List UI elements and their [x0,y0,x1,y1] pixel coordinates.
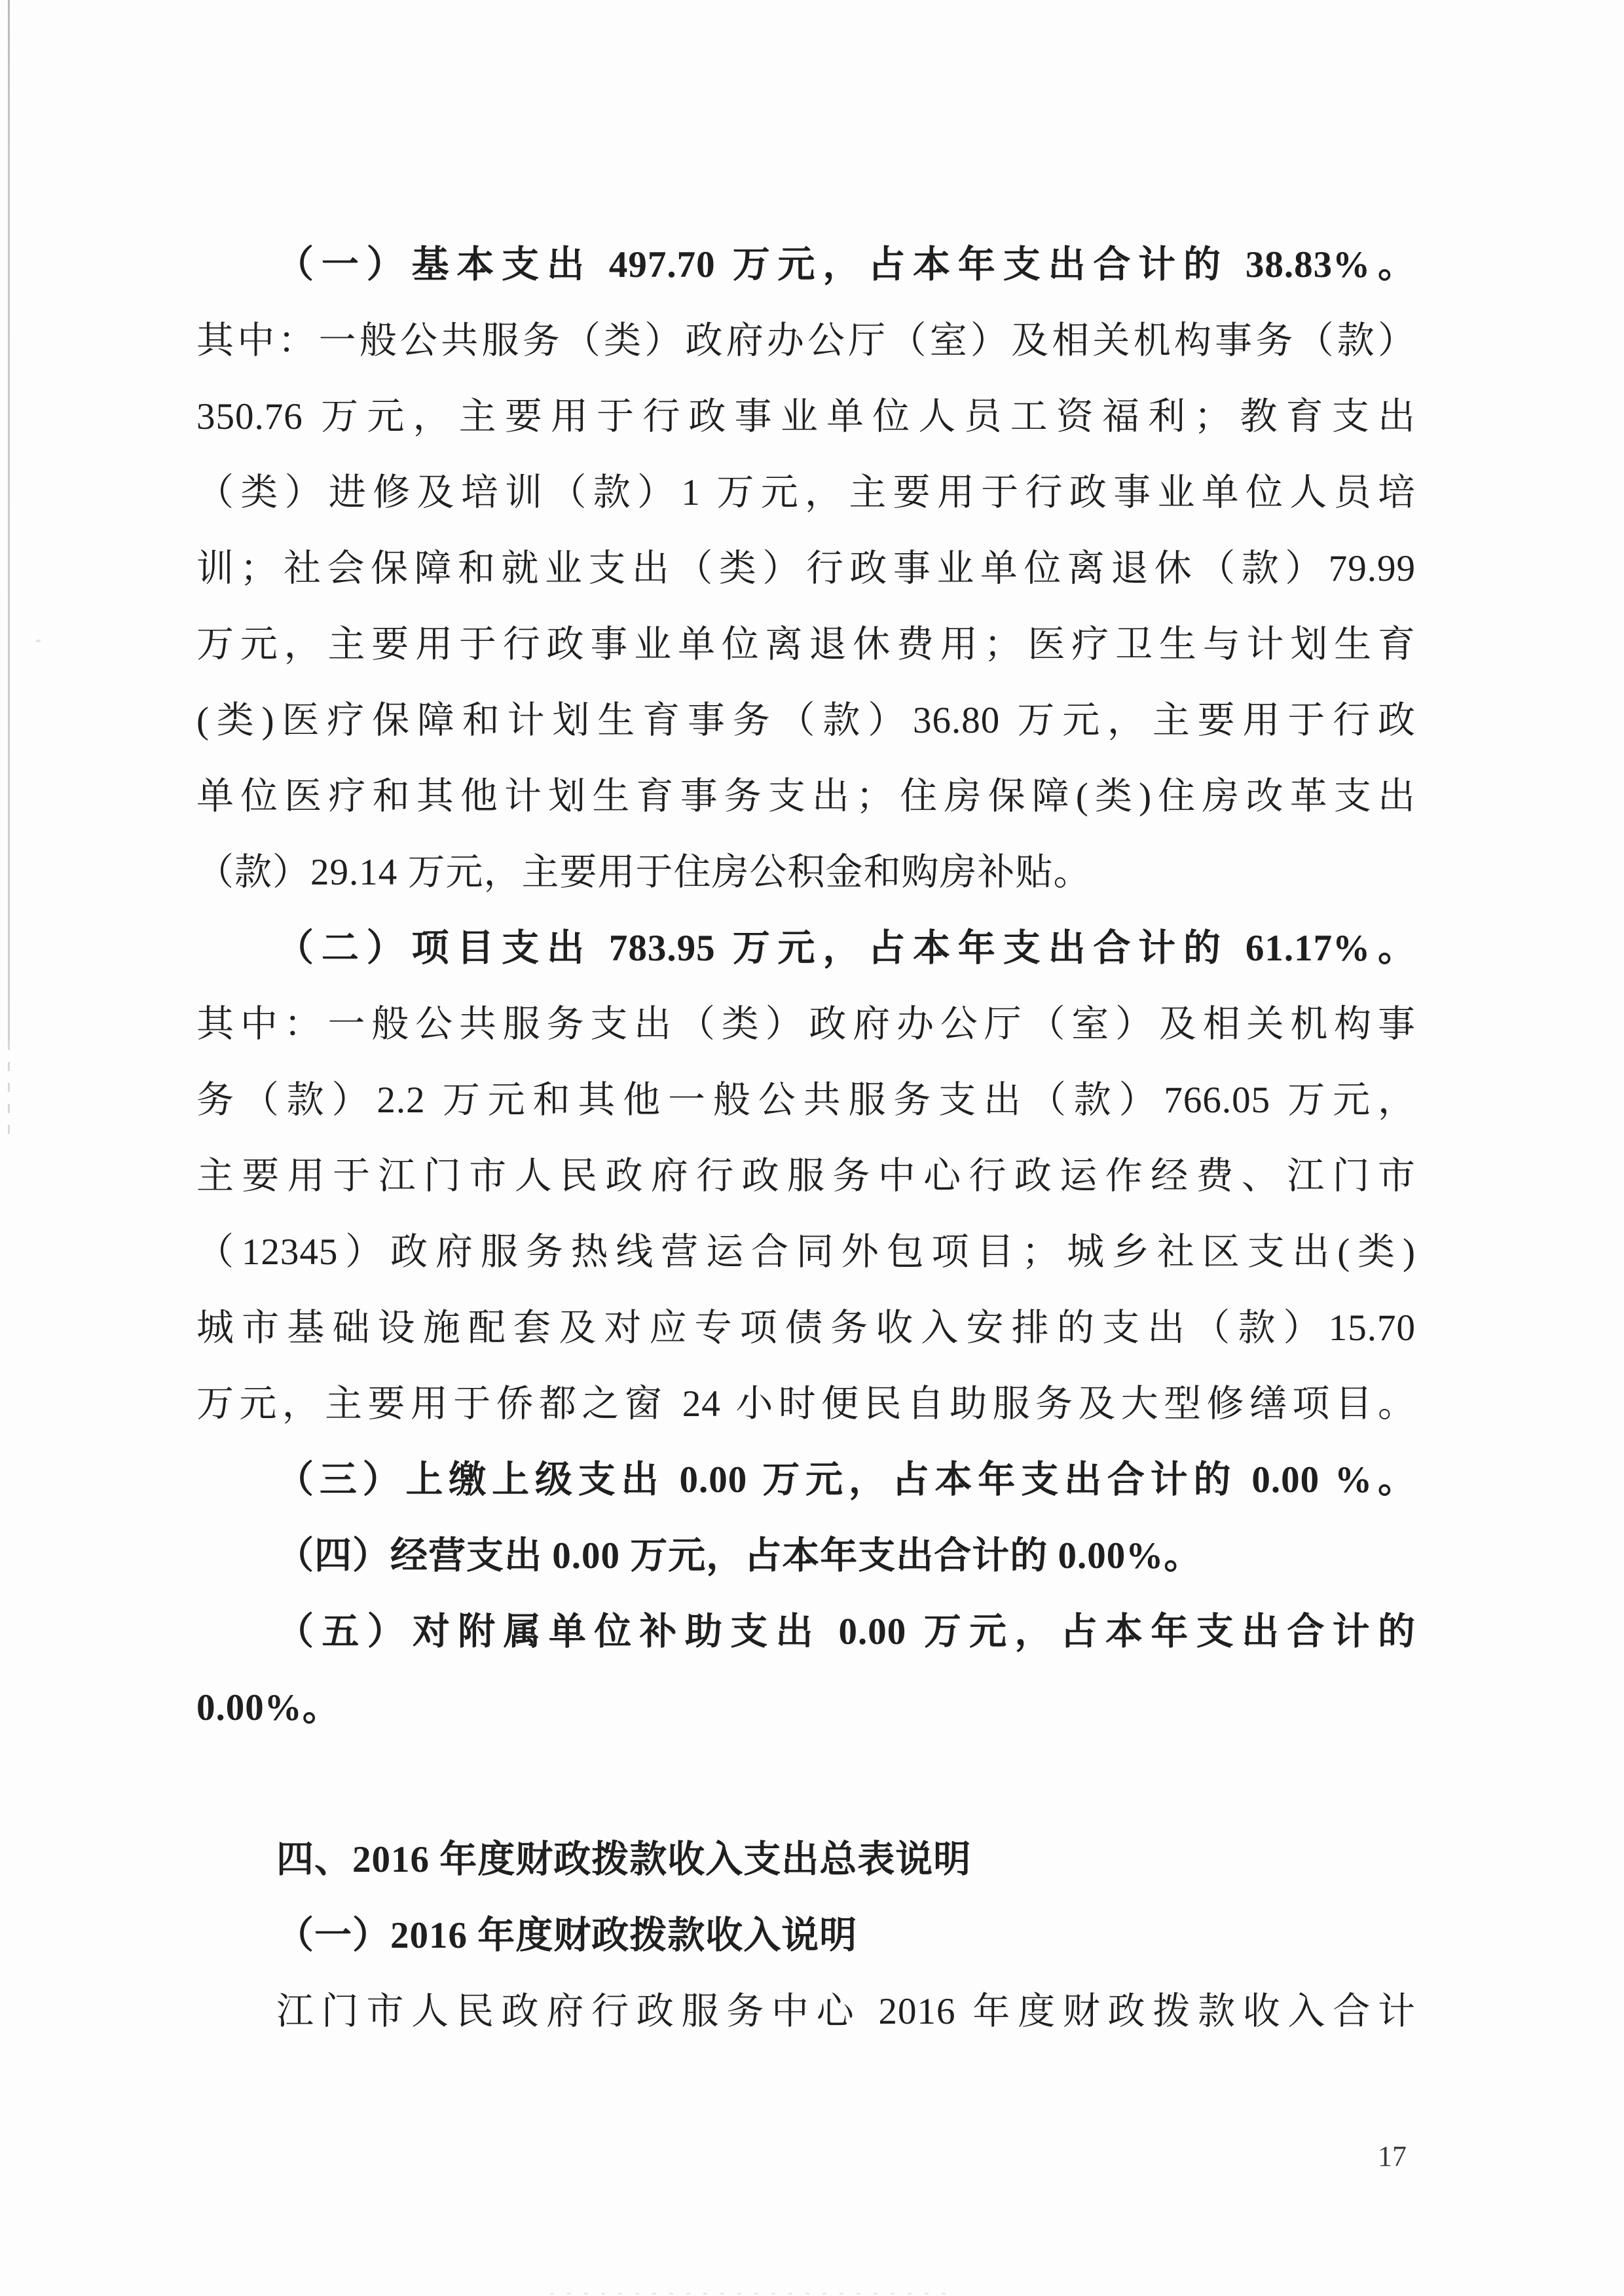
body-line: 主要用于江门市人民政府行政服务中心行政运作经费、江门市 [196,1156,1416,1197]
section-heading: 四、2016 年度财政拨款收入支出总表说明 [276,1839,972,1880]
body-line: 务（款）2.2 万元和其他一般公共服务支出（款）766.05 万元， [196,1080,1416,1121]
scan-edge-artifact-dashes [8,1041,10,1139]
item-heading-line: （一）基本支出 497.70 万元，占本年支出合计的 38.83%。 [276,244,1416,285]
body-line: （12345）政府服务热线营运合同外包项目；城乡社区支出(类) [196,1231,1416,1273]
page-number: 17 [1378,2140,1407,2172]
scan-bottom-noise [550,2293,956,2295]
item-heading-line: （五）对附属单位补助支出 0.00 万元，占本年支出合计的 [276,1611,1416,1652]
body-line: (类)医疗保障和计划生育事务（款）36.80 万元，主要用于行政 [196,700,1416,741]
body-line: 城市基础设施配套及对应专项债务收入安排的支出（款）15.70 [196,1307,1416,1349]
scan-edge-artifact [8,0,10,1041]
body-line: 单位医疗和其他计划生育事务支出；住房保障(类)住房改革支出 [196,776,1416,817]
sub-section-heading: （一）2016 年度财政拨款收入说明 [276,1915,858,1956]
body-line: 其中：一般公共服务支出（类）政府办公厅（室）及相关机构事 [196,1004,1416,1045]
body-line: 万元，主要用于侨都之窗 24 小时便民自助服务及大型修缮项目。 [196,1383,1416,1425]
item-heading-line: 0.00%。 [196,1687,341,1728]
body-line: 训；社会保障和就业支出（类）行政事业单位离退休（款）79.99 [196,548,1416,589]
item-heading-line: （二）项目支出 783.95 万元，占本年支出合计的 61.17%。 [276,928,1416,969]
body-line: （类）进修及培训（款）1 万元，主要用于行政事业单位人员培 [196,472,1416,513]
body-line: （款）29.14 万元，主要用于住房公积金和购房补贴。 [196,852,1092,893]
body-line: 其中：一般公共服务（类）政府办公厅（室）及相关机构事务（款） [196,320,1416,361]
body-line: 江门市人民政府行政服务中心 2016 年度财政拨款收入合计 [276,1991,1416,2032]
body-line: 万元，主要用于行政事业单位离退休费用；医疗卫生与计划生育 [196,624,1416,665]
blank-line [196,1746,1416,1822]
item-heading-line: （三）上缴上级支出 0.00 万元，占本年支出合计的 0.00 %。 [276,1459,1416,1501]
scan-speck [36,640,41,642]
text-block [196,227,1416,2050]
body-line: 350.76 万元，主要用于行政事业单位人员工资福利；教育支出 [196,396,1416,437]
item-heading-line: （四）经营支出 0.00 万元，占本年支出合计的 0.00%。 [276,1535,1202,1576]
